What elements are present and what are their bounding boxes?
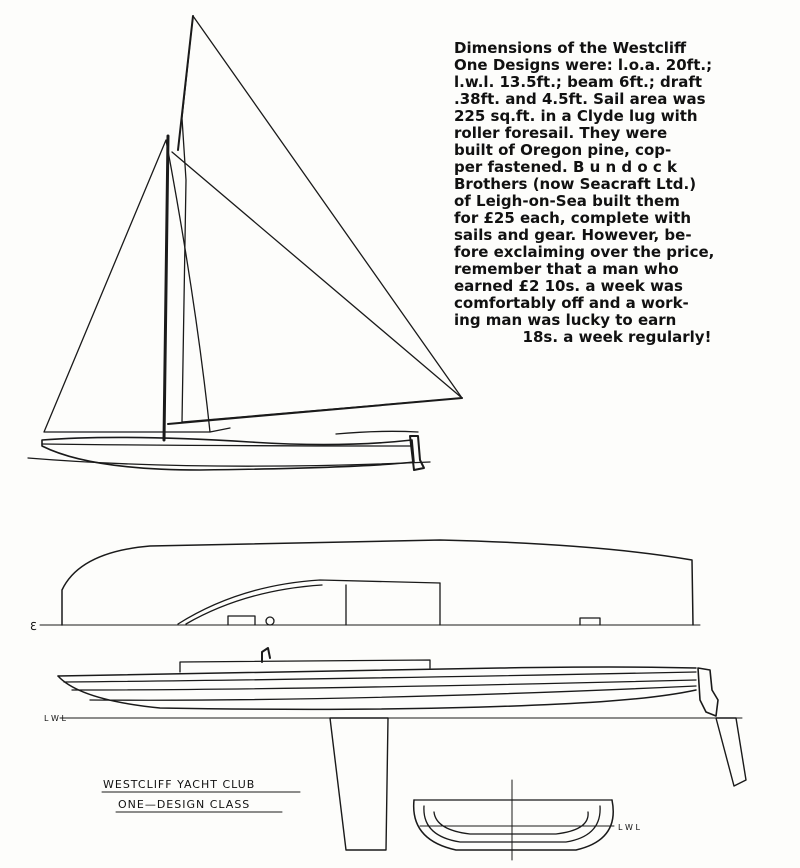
- mast: [164, 136, 168, 440]
- deck-fitting-stern: [580, 618, 600, 625]
- lwl-section-label: L W L: [618, 823, 640, 832]
- drawing-title-line1: WESTCLIFF YACHT CLUB: [103, 778, 256, 791]
- forestay: [172, 152, 462, 398]
- deck-fitting-round: [266, 617, 274, 625]
- yard: [178, 16, 193, 150]
- deck-plan: [40, 540, 700, 625]
- midship-section: [414, 780, 614, 860]
- caption-line: Brothers (now Seacraft Ltd.): [454, 175, 697, 193]
- caption-line: sails and gear. However, be-: [454, 226, 692, 244]
- sheet: [210, 428, 230, 432]
- mast-step: [262, 648, 270, 662]
- centreline-mark: ℇ: [30, 620, 37, 633]
- boom: [168, 398, 462, 424]
- profile-sheer: [58, 667, 696, 676]
- section-frame-2: [434, 812, 588, 834]
- caption-line: roller foresail. They were: [454, 124, 668, 142]
- caption-line: l.w.l. 13.5ft.; beam 6ft.; draft: [454, 73, 703, 91]
- deck-fitting-box: [228, 616, 255, 625]
- caption-line: per fastened. B u n d o c k: [454, 158, 677, 176]
- caption-line: One Designs were: l.o.a. 20ft.;: [454, 56, 713, 74]
- caption-line: remember that a man who: [454, 260, 679, 278]
- lug-sail: [182, 16, 462, 422]
- caption-line: for £25 each, complete with: [454, 209, 692, 227]
- caption-line: fore exclaiming over the price,: [454, 243, 715, 261]
- drawing-title-line2: ONE—DESIGN CLASS: [118, 798, 251, 811]
- caption-line: built of Oregon pine, cop-: [454, 141, 672, 159]
- foresail: [44, 140, 210, 432]
- tiller: [336, 431, 418, 434]
- rudder-blade: [716, 718, 746, 786]
- caption-line: .38ft. and 4.5ft. Sail area was: [454, 90, 706, 108]
- centreplate: [330, 718, 388, 850]
- lwl-profile-label: L W L: [44, 714, 66, 723]
- hull-profile: [58, 648, 746, 850]
- deck-outline: [62, 540, 693, 625]
- caption-line: 18s. a week regularly!: [522, 328, 712, 346]
- stern-post: [698, 668, 718, 716]
- caption-line: comfortably off and a work-: [454, 294, 689, 312]
- caption-line: of Leigh-on-Sea built them: [454, 192, 680, 210]
- caption-line: 225 sq.ft. in a Clyde lug with: [454, 107, 698, 125]
- caption-line: Dimensions of the Westcliff: [454, 39, 687, 57]
- dimensions-caption: [454, 40, 780, 346]
- caption-line: ing man was lucky to earn: [454, 311, 677, 329]
- sail-plan: [28, 16, 462, 470]
- caption-line: earned £2 10s. a week was: [454, 277, 683, 295]
- profile-hull-line-3: [90, 686, 696, 700]
